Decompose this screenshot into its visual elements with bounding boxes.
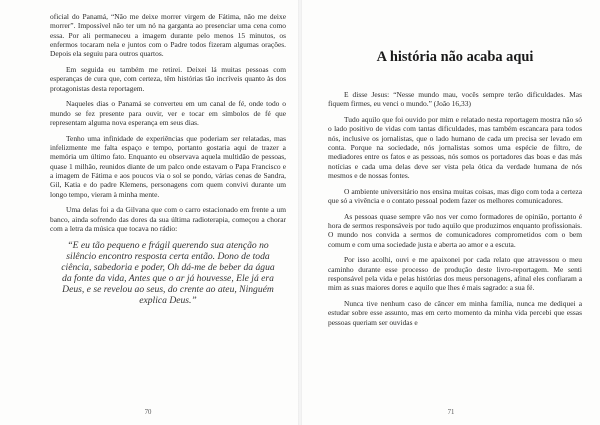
right-page xyxy=(302,0,600,425)
right-paragraph-6: Nunca tive nenhum caso de câncer em minha família, nunca me dediquei a estudar sobre esse assunto, mas em certo momento da minha vida percebi que essas pessoas queriam ser ouvidas e xyxy=(328,299,582,327)
right-paragraph-2: Tudo aquilo que foi ouvido por mim e relatado nesta reportagem mostra não só o lado positivo de vidas com tantas dificuldades, mas também escancara para todos nós, inclusive os jornalistas, que o lado humano de cada um precisa ser levado em conta. Porque na sociedade, nós jornalistas somos uma espécie de filtro, de mediadores entre os fatos e as pessoas, nós somos os portadores das boas e das más notícias e cada uma delas deve ser vista pela ótica da verdade humana de nós mesmos e de nossas fontes. xyxy=(328,115,582,180)
chapter-title: A história não acaba aqui xyxy=(376,49,534,65)
right-paragraph-1: E disse Jesus: “Nesse mundo mau, vocês sempre terão dificuldades. Mas fiquem firmes, eu venci o mundo.” (João 16,33) xyxy=(328,90,582,109)
right-paragraph-5: Por isso acolhi, ouvi e me apaixonei por cada relato que atravessou o meu caminho durante esse processo de produção deste livro-reportagem. Me senti responsável pela vida e pelas histórias dos meus personagens, afinal eles confiaram a mim as suas maiores dores e aquilo que lhes é mais sagrado: a sua fé. xyxy=(328,255,582,293)
song-quote: “E eu tão pequeno e frágil querendo sua atenção no silêncio encontro resposta certa então. Dono de toda ciência, sabedoria e poder, Oh dá-me de beber da água da fonte da vida, Antes que o ar já houvesse, Ele já era Deus, e se revelou ao seus, do crente ao ateu, Ninguém explica Deus.” xyxy=(61,240,275,307)
page-number-right: 71 xyxy=(447,409,455,416)
left-paragraph-2: Em seguida eu também me retirei. Deixei lá muitas pessoas com esperanças de cura que, com certeza, têm histórias tão incríveis quanto às dos protagonistas desta reportagem. xyxy=(50,64,286,93)
left-paragraph-1: oficial do Panamá, “Não me deixe morrer virgem de Fátima, não me deixe morrer”. Impossível não ter um nó na garganta ao presenciar uma cena como essa. Por ali permaneceu a imagem durante pelo menos 15 minutos, os enfermos tocaram nela e juntos com o Padre todos fizeram algumas orações. Depois ela seguiu para outros quartos. xyxy=(50,12,286,59)
left-paragraph-5: Uma delas foi a da Gilvana que com o carro estacionado em frente a um banco, ainda sofrendo das dores da sua última radioterapia, começou a chorar com a letra da música que tocava no rádio: xyxy=(50,205,286,233)
left-paragraph-3: Naqueles dias o Panamá se converteu em um canal de fé, onde todo o mundo se fez presente para ouvir, ver e tocar em símbolos de fé que representam alguma nova esperança em seus dias. xyxy=(50,99,286,127)
right-paragraph-4: As pessoas quase sempre vão nos ver como formadores de opinião, portanto é hora de sermos responsáveis por tudo aquilo que produzimos enquanto profissionais. O mundo nos convida a sermos de comunicadores comprometidos com o bem comum e com uma sociedade justa e aberta ao amor e a escuta. xyxy=(328,211,582,249)
page-number-left: 70 xyxy=(144,409,152,416)
right-paragraph-3: O ambiente universitário nos ensina muitas coisas, mas digo com toda a certeza que só a vivência e o contato pessoal podem fazer os melhores comunicadores. xyxy=(328,186,582,205)
left-paragraph-4: Tenho uma infinidade de experiências que poderiam ser relatadas, mas infelizmente me falta espaço e tempo, portanto gostaria aqui de trazer a memória um último fato. Enquanto eu observava aquela multidão de pessoas, quase 1 milhão, reunidos diante de um palco onde estavam o Papa Francisco e a imagem de Fátima e aos poucos via o sol se pondo, várias cenas de Sandra, Gil, Katia e do padre Klemens, personagens com quem convivi durante um longo tempo, vieram à minha mente. xyxy=(50,133,286,199)
left-page xyxy=(0,0,298,425)
